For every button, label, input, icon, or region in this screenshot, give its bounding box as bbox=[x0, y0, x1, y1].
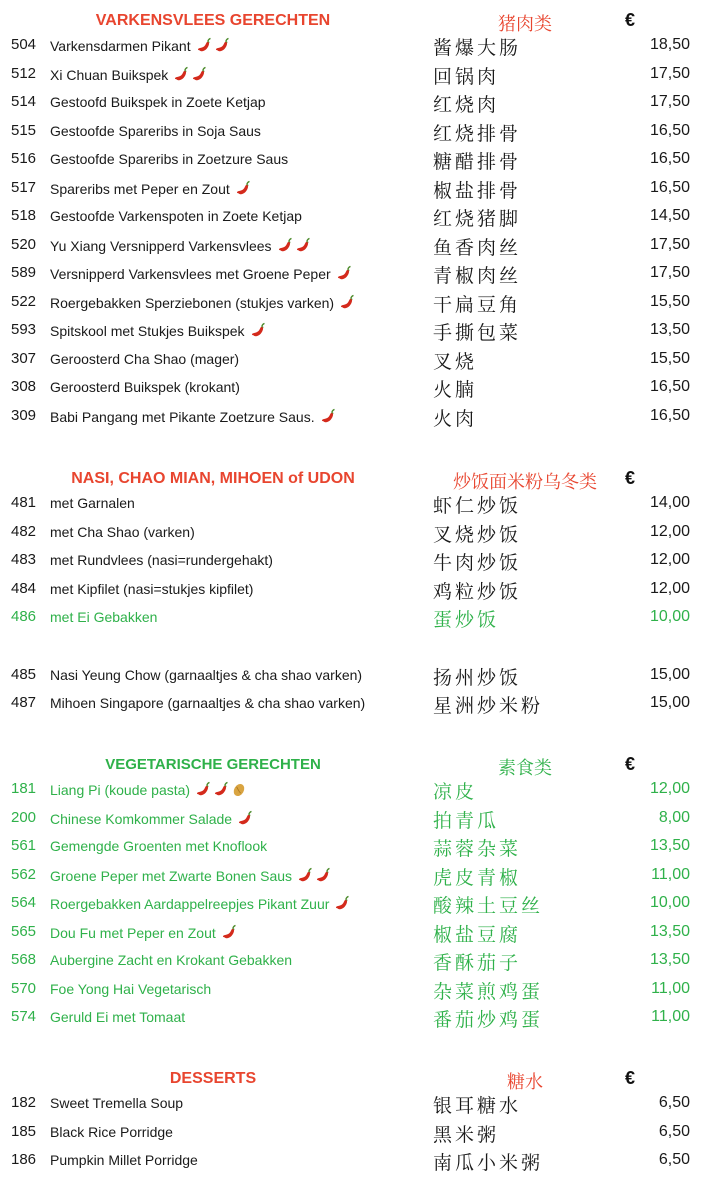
item-name-text: met Cha Shao (varken) bbox=[50, 523, 195, 540]
item-price: 11,00 bbox=[651, 979, 690, 997]
item-name-text: Xi Chuan Buikspek bbox=[50, 66, 169, 83]
section-title-chinese: 糖水 bbox=[507, 1072, 543, 1093]
item-price: 12,00 bbox=[649, 522, 690, 540]
euro-header: € bbox=[624, 10, 635, 30]
spicy-indicator bbox=[336, 265, 354, 286]
item-name-text: Gemengde Groenten met Knoflook bbox=[50, 838, 268, 854]
item-name bbox=[50, 37, 232, 58]
item-name-text: met Rundvlees (nasi=rundergehakt) bbox=[50, 552, 273, 568]
section-header bbox=[0, 754, 708, 779]
item-name-chinese: 鱼香肉丝 bbox=[433, 236, 522, 259]
item-name bbox=[50, 94, 266, 110]
item-name-text: Groene Peper met Zwarte Bonen Saus bbox=[50, 867, 293, 884]
item-name bbox=[50, 1009, 185, 1025]
item-name bbox=[50, 810, 255, 831]
item-number: 186 bbox=[11, 1151, 37, 1168]
item-name-text: Gestoofde Varkenspoten in Zoete Ketjap bbox=[50, 208, 302, 224]
spicy-indicator bbox=[277, 237, 313, 258]
item-name bbox=[50, 952, 292, 968]
chili-pepper-icon bbox=[191, 66, 208, 84]
item-price: 12,00 bbox=[649, 551, 690, 568]
item-name-chinese: 酸辣土豆丝 bbox=[433, 895, 544, 917]
item-name-chinese: 凉皮 bbox=[433, 781, 478, 803]
item-price: 17,50 bbox=[649, 64, 690, 82]
spicy-indicator bbox=[297, 867, 333, 888]
item-name-chinese: 酱爆大肠 bbox=[433, 37, 522, 59]
item-name-chinese: 蒜蓉杂菜 bbox=[433, 838, 522, 860]
item-price: 10,00 bbox=[649, 608, 690, 625]
item-name bbox=[50, 180, 253, 201]
item-name-text: Mihoen Singapore (garnaaltjes & cha shao varken) bbox=[50, 695, 366, 711]
menu-item bbox=[0, 317, 708, 346]
item-name-text: Babi Pangang met Pikante Zoetzure Saus. bbox=[50, 408, 315, 425]
item-name-chinese: 鸡粒炒饭 bbox=[433, 580, 522, 603]
menu-item bbox=[0, 662, 708, 691]
item-price: 11,00 bbox=[651, 865, 690, 883]
item-name bbox=[50, 552, 273, 568]
menu-item bbox=[0, 260, 708, 289]
item-number: 565 bbox=[11, 922, 37, 940]
item-name-chinese: 南瓜小米粥 bbox=[433, 1152, 544, 1174]
section-nasi bbox=[0, 468, 708, 719]
item-price: 16,50 bbox=[649, 121, 690, 139]
item-name-text: Black Rice Porridge bbox=[50, 1123, 173, 1140]
item-price: 16,50 bbox=[649, 378, 690, 395]
item-name-chinese: 香酥茄子 bbox=[433, 952, 522, 974]
item-price: 17,50 bbox=[649, 235, 690, 253]
menu-item bbox=[0, 604, 708, 633]
chili-pepper-icon bbox=[214, 37, 231, 55]
item-name-text: Geroosterd Cha Shao (mager) bbox=[50, 350, 240, 367]
chili-pepper-icon bbox=[277, 237, 294, 255]
item-price: 15,00 bbox=[649, 665, 690, 683]
menu-list bbox=[0, 662, 708, 719]
item-name-text: Foe Yong Hai Vegetarisch bbox=[50, 980, 212, 997]
item-name-text: Aubergine Zacht en Krokant Gebakken bbox=[50, 952, 293, 968]
item-number: 568 bbox=[11, 951, 37, 968]
item-price: 15,50 bbox=[649, 292, 690, 310]
menu-item bbox=[0, 203, 708, 232]
item-number: 515 bbox=[11, 121, 37, 139]
spicy-indicator bbox=[195, 781, 247, 802]
menu-item bbox=[0, 805, 708, 834]
item-number: 517 bbox=[11, 178, 37, 196]
menu-item bbox=[0, 976, 708, 1005]
item-name bbox=[50, 351, 239, 367]
item-name bbox=[50, 667, 362, 683]
menu-item bbox=[0, 1119, 708, 1148]
item-name bbox=[50, 208, 302, 224]
item-name-chinese: 叉烧炒饭 bbox=[433, 523, 522, 546]
menu-list bbox=[0, 32, 708, 431]
item-name bbox=[50, 781, 247, 802]
item-name-chinese: 黑米粥 bbox=[433, 1123, 500, 1146]
spacer bbox=[0, 633, 708, 662]
menu-item bbox=[0, 1147, 708, 1176]
spicy-indicator bbox=[237, 810, 255, 831]
item-name bbox=[50, 895, 352, 916]
section-title: VEGETARISCHE GERECHTEN bbox=[105, 756, 321, 773]
section-title: VARKENSVLEES GERECHTEN bbox=[95, 12, 331, 29]
euro-header: € bbox=[624, 754, 635, 774]
item-name-chinese: 番茄炒鸡蛋 bbox=[433, 1009, 544, 1031]
item-price: 8,00 bbox=[658, 808, 690, 826]
item-name bbox=[50, 524, 195, 540]
item-name-chinese: 红烧猪脚 bbox=[433, 208, 522, 230]
item-price: 10,00 bbox=[649, 894, 690, 911]
chili-pepper-icon bbox=[315, 867, 332, 885]
item-number: 518 bbox=[11, 207, 37, 224]
item-number: 481 bbox=[11, 494, 37, 511]
spicy-indicator bbox=[196, 37, 232, 58]
item-number: 593 bbox=[11, 321, 37, 338]
item-price: 6,50 bbox=[658, 1122, 690, 1140]
chili-pepper-icon bbox=[196, 37, 213, 55]
chili-pepper-icon bbox=[213, 781, 230, 799]
item-name-text: Gestoofd Buikspek in Zoete Ketjap bbox=[50, 94, 266, 110]
item-name-text: Yu Xiang Versnipperd Varkensvlees bbox=[50, 237, 272, 254]
item-name bbox=[50, 838, 267, 854]
spicy-indicator bbox=[250, 322, 268, 343]
item-name-chinese: 杂菜煎鸡蛋 bbox=[433, 980, 544, 1003]
spicy-indicator bbox=[235, 180, 253, 201]
item-name-chinese: 银耳糖水 bbox=[433, 1095, 522, 1117]
item-number: 482 bbox=[11, 522, 37, 540]
item-price: 13,50 bbox=[649, 321, 690, 338]
section-vegetarian bbox=[0, 754, 708, 1033]
menu-item bbox=[0, 118, 708, 147]
item-name-text: met Ei Gebakken bbox=[50, 609, 158, 625]
item-name-text: Spitskool met Stukjes Buikspek bbox=[50, 323, 245, 339]
euro-header: € bbox=[624, 1068, 635, 1088]
item-number: 522 bbox=[11, 292, 37, 310]
item-name bbox=[50, 294, 357, 315]
item-name-text: met Garnalen bbox=[50, 495, 135, 511]
item-price: 16,50 bbox=[649, 178, 690, 196]
item-name bbox=[50, 867, 333, 888]
item-name-text: Gestoofde Spareribs in Soja Saus bbox=[50, 122, 261, 139]
item-name-text: Varkensdarmen Pikant bbox=[50, 38, 191, 54]
item-price: 17,50 bbox=[649, 93, 690, 110]
section-title-chinese: 炒饭面米粉乌冬类 bbox=[453, 472, 597, 493]
item-number: 570 bbox=[11, 979, 37, 997]
euro-header: € bbox=[624, 468, 635, 488]
item-name-chinese: 红烧肉 bbox=[433, 94, 500, 116]
item-price: 11,00 bbox=[651, 1008, 690, 1025]
item-name-text: Geroosterd Buikspek (krokant) bbox=[50, 379, 240, 395]
item-number: 308 bbox=[11, 378, 37, 395]
item-name-chinese: 叉烧 bbox=[433, 350, 478, 373]
item-name-text: Roergebakken Aardappelreepjes Pikant Zuur bbox=[50, 896, 330, 912]
item-price: 12,00 bbox=[649, 780, 690, 797]
menu-item bbox=[0, 403, 708, 432]
menu-item bbox=[0, 146, 708, 175]
item-number: 514 bbox=[11, 93, 37, 110]
item-name bbox=[50, 581, 253, 597]
item-name bbox=[50, 265, 354, 286]
item-name-chinese: 回锅肉 bbox=[433, 65, 500, 88]
item-name-text: Liang Pi (koude pasta) bbox=[50, 782, 191, 798]
item-number: 516 bbox=[11, 150, 37, 167]
item-number: 309 bbox=[11, 406, 37, 424]
menu-item bbox=[0, 89, 708, 118]
item-price: 13,50 bbox=[649, 837, 690, 854]
item-name-chinese: 扬州炒饭 bbox=[433, 666, 522, 689]
item-number: 520 bbox=[11, 235, 37, 253]
item-number: 574 bbox=[11, 1008, 37, 1025]
item-name-chinese: 牛肉炒饭 bbox=[433, 552, 522, 574]
item-number: 561 bbox=[11, 837, 37, 854]
item-name bbox=[50, 379, 240, 395]
item-price: 15,00 bbox=[649, 694, 690, 711]
menu-item bbox=[0, 374, 708, 403]
item-price: 16,50 bbox=[649, 406, 690, 424]
menu-list bbox=[0, 776, 708, 1033]
item-number: 182 bbox=[11, 1094, 37, 1111]
item-number: 562 bbox=[11, 865, 37, 883]
chili-pepper-icon bbox=[221, 924, 238, 942]
item-name-text: Nasi Yeung Chow (garnaaltjes & cha shao varken) bbox=[50, 666, 363, 683]
menu-item bbox=[0, 890, 708, 919]
section-header bbox=[0, 1068, 708, 1093]
item-name bbox=[50, 408, 338, 429]
item-price: 14,50 bbox=[649, 207, 690, 224]
item-name-chinese: 蛋炒饭 bbox=[433, 609, 500, 631]
item-number: 181 bbox=[11, 780, 37, 797]
section-title-chinese: 素食类 bbox=[498, 758, 552, 779]
menu-item bbox=[0, 690, 708, 719]
item-name bbox=[50, 151, 288, 167]
item-name bbox=[50, 1124, 173, 1140]
item-price: 17,50 bbox=[649, 264, 690, 281]
chili-pepper-icon bbox=[235, 180, 252, 198]
item-price: 13,50 bbox=[649, 922, 690, 940]
item-number: 200 bbox=[11, 808, 37, 826]
spicy-indicator bbox=[173, 66, 209, 87]
spicy-indicator bbox=[320, 408, 338, 429]
menu-item bbox=[0, 346, 708, 375]
item-name bbox=[50, 123, 261, 139]
item-price: 15,50 bbox=[649, 349, 690, 367]
item-name-chinese: 星洲炒米粉 bbox=[433, 695, 544, 717]
item-number: 484 bbox=[11, 579, 37, 597]
section-desserts bbox=[0, 1068, 708, 1176]
menu-item bbox=[0, 576, 708, 605]
item-name-text: Sweet Tremella Soup bbox=[50, 1095, 184, 1111]
item-price: 14,00 bbox=[649, 494, 690, 511]
item-name-chinese: 拍青瓜 bbox=[433, 809, 500, 832]
menu-item bbox=[0, 919, 708, 948]
item-name bbox=[50, 66, 209, 87]
item-name-chinese: 虎皮青椒 bbox=[433, 866, 522, 889]
item-name-chinese: 虾仁炒饭 bbox=[433, 495, 522, 517]
item-name-text: Geruld Ei met Tomaat bbox=[50, 1009, 186, 1025]
item-name-text: Chinese Komkommer Salade bbox=[50, 810, 233, 827]
item-name bbox=[50, 1152, 198, 1168]
chili-pepper-icon bbox=[320, 408, 337, 426]
section-header bbox=[0, 10, 708, 35]
item-price: 13,50 bbox=[649, 951, 690, 968]
menu-item bbox=[0, 833, 708, 862]
item-price: 6,50 bbox=[658, 1094, 690, 1111]
menu-item bbox=[0, 289, 708, 318]
spicy-indicator bbox=[221, 924, 239, 945]
item-name-text: Versnipperd Varkensvlees met Groene Peper bbox=[50, 266, 331, 282]
item-number: 486 bbox=[11, 608, 37, 625]
item-name bbox=[50, 981, 211, 997]
peanut-icon bbox=[231, 781, 247, 799]
item-number: 185 bbox=[11, 1122, 37, 1140]
item-price: 6,50 bbox=[658, 1151, 690, 1168]
item-number: 487 bbox=[11, 694, 37, 711]
item-number: 504 bbox=[11, 36, 37, 53]
item-price: 12,00 bbox=[649, 579, 690, 597]
item-name-chinese: 火腩 bbox=[433, 379, 478, 401]
menu-item bbox=[0, 519, 708, 548]
menu-item bbox=[0, 862, 708, 891]
item-name bbox=[50, 495, 135, 511]
item-name bbox=[50, 695, 365, 711]
item-number: 485 bbox=[11, 665, 37, 683]
item-number: 589 bbox=[11, 264, 37, 281]
item-name-chinese: 红烧排骨 bbox=[433, 122, 522, 145]
section-title: NASI, CHAO MIAN, MIHOEN of UDON bbox=[71, 470, 355, 487]
menu-item bbox=[0, 490, 708, 519]
item-number: 512 bbox=[11, 64, 37, 82]
section-pork bbox=[0, 10, 708, 431]
item-number: 483 bbox=[11, 551, 37, 568]
chili-pepper-icon bbox=[336, 265, 353, 283]
item-name bbox=[50, 237, 313, 258]
item-name-text: Pumpkin Millet Porridge bbox=[50, 1152, 198, 1168]
item-name-chinese: 干扁豆角 bbox=[433, 293, 522, 316]
item-name-text: Gestoofde Spareribs in Zoetzure Saus bbox=[50, 151, 289, 167]
item-name-chinese: 火肉 bbox=[433, 407, 478, 430]
chili-pepper-icon bbox=[250, 322, 267, 340]
chili-pepper-icon bbox=[297, 867, 314, 885]
spicy-indicator bbox=[334, 895, 352, 916]
item-name-chinese: 糖醋排骨 bbox=[433, 151, 522, 173]
menu-item bbox=[0, 232, 708, 261]
item-name bbox=[50, 322, 268, 343]
item-name-text: met Kipfilet (nasi=stukjes kipfilet) bbox=[50, 580, 254, 597]
chili-pepper-icon bbox=[237, 810, 254, 828]
item-price: 18,50 bbox=[649, 36, 690, 53]
item-name-chinese: 手撕包菜 bbox=[433, 322, 522, 344]
menu-item bbox=[0, 32, 708, 61]
section-title: DESSERTS bbox=[169, 1070, 257, 1087]
item-name-chinese: 椒盐豆腐 bbox=[433, 923, 522, 946]
menu-item bbox=[0, 776, 708, 805]
section-title-chinese: 猪肉类 bbox=[498, 14, 552, 35]
spicy-indicator bbox=[339, 294, 357, 315]
chili-pepper-icon bbox=[173, 66, 190, 84]
item-name-text: Spareribs met Peper en Zout bbox=[50, 180, 230, 197]
chili-pepper-icon bbox=[339, 294, 356, 312]
item-number: 307 bbox=[11, 349, 37, 367]
menu-item bbox=[0, 61, 708, 90]
chili-pepper-icon bbox=[334, 895, 351, 913]
item-name bbox=[50, 1095, 183, 1111]
section-header bbox=[0, 468, 708, 493]
chili-pepper-icon bbox=[195, 781, 212, 799]
item-name-chinese: 青椒肉丝 bbox=[433, 265, 522, 287]
chili-pepper-icon bbox=[295, 237, 312, 255]
menu-item bbox=[0, 175, 708, 204]
item-name bbox=[50, 924, 239, 945]
item-name bbox=[50, 609, 157, 625]
item-name-text: Dou Fu met Peper en Zout bbox=[50, 924, 216, 941]
item-name-text: Roergebakken Sperziebonen (stukjes varken) bbox=[50, 294, 335, 311]
menu-list bbox=[0, 1090, 708, 1176]
item-price: 16,50 bbox=[649, 150, 690, 167]
menu-list bbox=[0, 490, 708, 633]
menu-item bbox=[0, 947, 708, 976]
item-name-chinese: 椒盐排骨 bbox=[433, 179, 522, 202]
menu-item bbox=[0, 1004, 708, 1033]
menu-item bbox=[0, 1090, 708, 1119]
menu-item bbox=[0, 547, 708, 576]
item-number: 564 bbox=[11, 894, 37, 911]
